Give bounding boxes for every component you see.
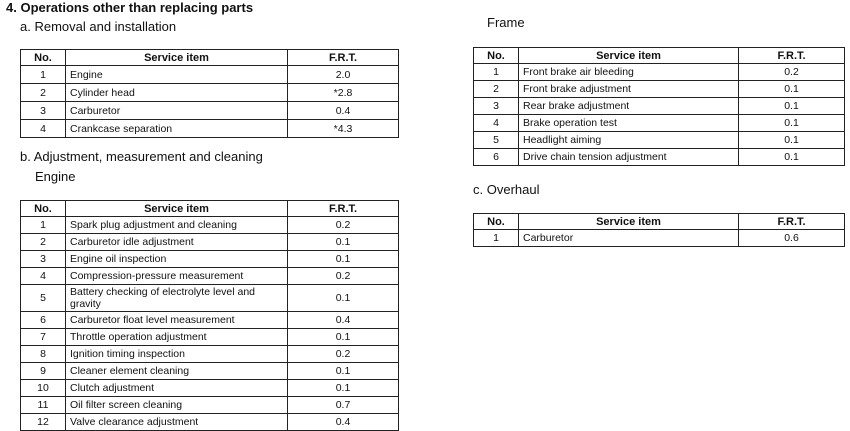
row-frt: 0.1 [739,115,845,132]
removal-table [20,49,399,138]
row-frt: 0.1 [288,285,399,312]
table-row [21,380,399,397]
row-service-item: Crankcase separation [66,120,288,138]
row-number: 4 [21,120,66,138]
header-frt: F.R.T. [739,214,845,230]
row-frt: *4.3 [288,120,399,138]
row-service-item: Clutch adjustment [66,380,288,397]
row-frt: 0.1 [288,329,399,346]
header-no: No. [474,48,519,64]
row-frt: *2.8 [288,84,399,102]
table-row [474,64,845,81]
row-service-item: Front brake air bleeding [519,64,739,81]
row-number: 1 [21,217,66,234]
row-service-item: Throttle operation adjustment [66,329,288,346]
row-service-item: Oil filter screen cleaning [66,397,288,414]
table-row [474,132,845,149]
adjustment-title: b. Adjustment, measurement and cleaning [20,149,263,164]
table-row [21,329,399,346]
section-title: 4. Operations other than replacing parts [6,0,254,15]
engine-table [20,200,399,431]
table-row [21,312,399,329]
frame-table [473,47,845,166]
header-frt: F.R.T. [288,50,399,66]
row-service-item: Carburetor float level measurement [66,312,288,329]
row-service-item: Carburetor [66,102,288,120]
row-number: 2 [474,81,519,98]
table-header-row [474,48,845,64]
row-frt: 0.1 [739,98,845,115]
row-frt: 0.1 [288,380,399,397]
row-service-item: Front brake adjustment [519,81,739,98]
row-number: 5 [21,285,66,312]
row-service-item: Spark plug adjustment and cleaning [66,217,288,234]
header-no: No. [21,50,66,66]
table-header-row [21,50,399,66]
row-frt: 0.7 [288,397,399,414]
row-frt: 0.2 [739,64,845,81]
row-number: 4 [474,115,519,132]
row-number: 8 [21,346,66,363]
row-number: 2 [21,234,66,251]
table-row [21,363,399,380]
table-row [21,84,399,102]
table-row [474,98,845,115]
header-service-item: Service item [66,201,288,217]
row-frt: 0.2 [288,346,399,363]
frame-label: Frame [487,15,525,30]
row-frt: 0.1 [739,132,845,149]
row-service-item: Brake operation test [519,115,739,132]
row-service-item: Ignition timing inspection [66,346,288,363]
row-number: 1 [21,66,66,84]
row-frt: 0.2 [288,268,399,285]
row-frt: 0.1 [288,363,399,380]
row-number: 10 [21,380,66,397]
row-frt: 0.6 [739,230,845,247]
row-service-item: Valve clearance adjustment [66,414,288,431]
row-service-item: Carburetor [519,230,739,247]
row-service-item: Engine oil inspection [66,251,288,268]
row-frt: 2.0 [288,66,399,84]
row-service-item: Cylinder head [66,84,288,102]
overhaul-table [473,213,845,247]
row-number: 1 [474,230,519,247]
row-number: 4 [21,268,66,285]
row-number: 3 [21,251,66,268]
row-number: 12 [21,414,66,431]
row-service-item: Cleaner element cleaning [66,363,288,380]
table-row [21,285,399,312]
table-row [21,66,399,84]
table-row [474,115,845,132]
row-frt: 0.1 [288,234,399,251]
overhaul-title: c. Overhaul [473,182,540,197]
row-number: 3 [474,98,519,115]
header-service-item: Service item [66,50,288,66]
row-service-item: Compression-pressure measurement [66,268,288,285]
header-no: No. [21,201,66,217]
row-number: 11 [21,397,66,414]
removal-title: a. Removal and installation [20,19,177,34]
table-row [21,120,399,138]
header-service-item: Service item [519,214,739,230]
row-frt: 0.4 [288,312,399,329]
row-number: 9 [21,363,66,380]
row-number: 6 [474,149,519,166]
row-number: 6 [21,312,66,329]
row-number: 5 [474,132,519,149]
row-frt: 0.1 [739,149,845,166]
row-frt: 0.1 [288,251,399,268]
row-frt: 0.2 [288,217,399,234]
header-frt: F.R.T. [288,201,399,217]
row-frt: 0.4 [288,414,399,431]
table-header-row [474,214,845,230]
table-row [21,251,399,268]
row-number: 1 [474,64,519,81]
table-row [21,346,399,363]
table-row [21,268,399,285]
header-service-item: Service item [519,48,739,64]
engine-label: Engine [35,169,76,184]
row-frt: 0.1 [739,81,845,98]
row-number: 2 [21,84,66,102]
row-service-item: Drive chain tension adjustment [519,149,739,166]
table-row [474,81,845,98]
header-frt: F.R.T. [739,48,845,64]
row-service-item: Battery checking of electrolyte level and gravity [66,285,288,312]
row-frt: 0.4 [288,102,399,120]
table-row [21,102,399,120]
header-no: No. [474,214,519,230]
row-service-item: Engine [66,66,288,84]
row-number: 7 [21,329,66,346]
table-row [21,217,399,234]
table-header-row [21,201,399,217]
table-row [474,230,845,247]
row-service-item: Carburetor idle adjustment [66,234,288,251]
table-row [21,234,399,251]
row-number: 3 [21,102,66,120]
row-service-item: Headlight aiming [519,132,739,149]
table-row [21,397,399,414]
row-service-item: Rear brake adjustment [519,98,739,115]
table-row [474,149,845,166]
